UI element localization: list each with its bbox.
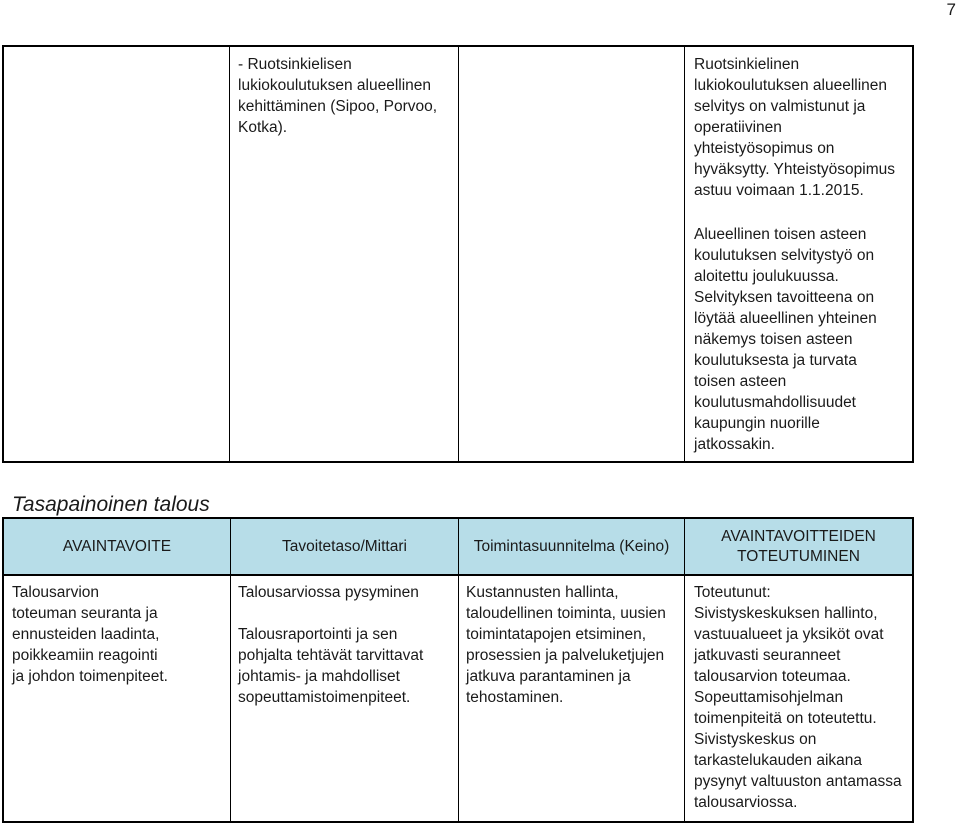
header-realization: AVAINTAVOITTEIDEN TOTEUTUMINEN [721,527,876,565]
table-cell-action-plan: Kustannusten hallinta, taloudellinen toiminta, uusien toimintatapojen etsiminen, prosessien ja palveluketjujen jatkuva parantaminen ja tehostaminen. [466,584,666,706]
regional-development-text: - Ruotsinkielisen lukiokoulutuksen alueellinen kehittäminen (Sipoo, Porvoo, Kotka). [238,56,438,136]
column-divider [229,47,230,461]
status-text-1: Ruotsinkielinen lukiokoulutuksen alueellinen selvitys on valmistunut ja operatiivinen yhteistyösopimus on hyväksytty. Yhteistyösopimus astuu voimaan 1.1.2015. [694,56,896,199]
top-table [2,45,914,463]
balanced-economy-table [2,517,914,823]
table-cell-key-goal: Talousarvion toteuman seuranta ja ennusteiden laadinta, poikkeamiin reagointi ja johdon toimenpiteet. [12,584,168,685]
table-cell-target-level: Talousarviossa pysyminen Talousraportointi ja sen pohjalta tehtävät tarvittavat johtamis- ja mahdolliset sopeuttamistoimenpiteet. [238,584,424,706]
table-cell-realization: Toteutunut: Sivistyskeskuksen hallinto, vastuualueet ja yksiköt ovat jatkuvasti seuranneet talousarvion toteumaa. Sopeuttamisohjelman toimenpiteitä on toteutettu. Sivistyskeskus on tarkastelukauden aikana pysynyt valtuuston antamassa talousarviossa. [694,584,902,811]
column-divider [458,47,459,461]
section-title: Tasapainoinen talous [12,493,210,516]
header-target-level: Tavoitetaso/Mittari [282,537,407,555]
column-divider [684,47,685,461]
page-number: 7 [946,0,956,19]
header-key-goal: AVAINTAVOITE [62,537,172,555]
status-text-2: Alueellinen toisen asteen koulutuksen selvitystyö on aloitettu joulukuussa. Selvityksen tavoitteena on löytää alueellinen yhteinen näkemys toisen asteen koulutuksesta ja turvata toisen asteen koulutusmahdollisuudet kaupungin nuorille jatkossakin. [694,226,877,453]
header-action-plan: Toimintasuunnitelma (Keino) [473,537,670,555]
